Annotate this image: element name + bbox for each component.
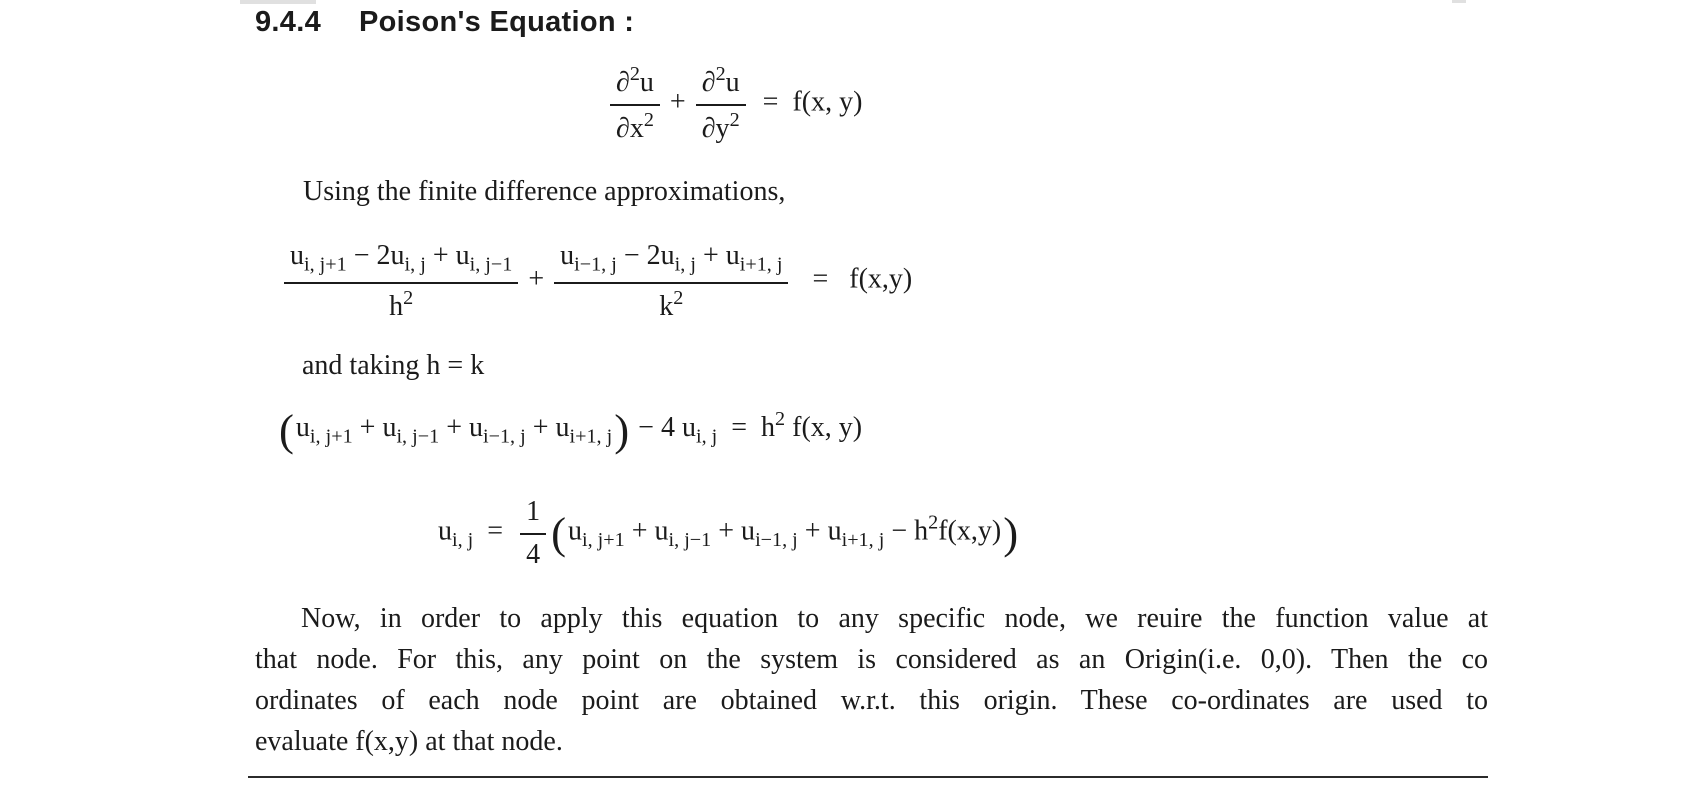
subscript: i−1, j <box>574 253 617 276</box>
math-text: + u <box>711 515 756 547</box>
fraction-denominator <box>610 106 660 146</box>
equation-poisson <box>607 62 862 146</box>
bottom-divider <box>248 776 1488 778</box>
math-text: + u <box>425 240 470 271</box>
section-title: Poison's Equation : <box>359 6 635 38</box>
math-text: + <box>662 86 693 118</box>
math-text: f(x, y) <box>792 86 863 118</box>
superscript: 2 <box>403 286 414 309</box>
math-text: − h <box>884 515 929 547</box>
equation-solved <box>438 494 1020 572</box>
math-text: f(x,y) <box>849 263 913 295</box>
math-text: + u <box>797 515 842 547</box>
big-paren-icon: ) <box>614 405 630 456</box>
big-paren-icon: ( <box>279 405 294 456</box>
superscript: 2 <box>775 408 786 430</box>
subscript: i, j <box>695 425 718 448</box>
equation-combined <box>277 405 863 456</box>
math-text: = <box>748 86 793 118</box>
math-text: ∂ <box>616 67 630 99</box>
fraction <box>696 62 746 146</box>
math-text: 4 <box>526 539 541 570</box>
fraction-denominator <box>520 535 546 572</box>
fraction-numerator <box>520 494 546 535</box>
math-text: f(x, y) <box>785 412 863 444</box>
math-text: − 2u <box>616 240 675 271</box>
subscript: i−1, j <box>755 528 798 551</box>
math-text: ∂ <box>701 67 716 99</box>
math-text: u <box>639 67 654 99</box>
paragraph-line: ordinates of each node point are obtained w.r.t. this origin. These co-ordinates are used to <box>255 685 1488 716</box>
scan-artifact <box>1452 0 1466 3</box>
math-text: ∂x <box>616 113 644 145</box>
subscript: i, j <box>404 253 426 276</box>
subscript: i, j+1 <box>582 528 625 551</box>
subscript: i, j+1 <box>304 253 347 276</box>
math-text: + <box>521 263 552 295</box>
body-paragraph <box>255 598 1488 762</box>
math-text: u <box>290 240 304 271</box>
math-text: u <box>295 412 310 444</box>
math-text: + u <box>525 412 570 444</box>
subscript: i, j−1 <box>469 253 513 276</box>
superscript: 2 <box>643 109 654 132</box>
text-taking-line: and taking h = k <box>302 350 485 381</box>
scan-artifact <box>240 0 316 4</box>
big-paren-icon: ( <box>551 508 566 559</box>
section-heading <box>255 6 634 39</box>
subscript: i, j <box>452 528 474 551</box>
superscript: 2 <box>928 511 939 534</box>
math-text: k <box>659 290 674 322</box>
paragraph-line: evaluate f(x,y) at that node. <box>255 726 563 757</box>
superscript: 2 <box>629 63 640 85</box>
subscript: i, j+1 <box>309 425 353 448</box>
math-text: h <box>389 290 404 322</box>
subscript: i+1, j <box>569 425 613 448</box>
fraction-numerator <box>696 62 746 106</box>
subscript: i, j−1 <box>668 528 712 551</box>
superscript: 2 <box>715 63 726 85</box>
fraction-denominator <box>284 284 518 324</box>
subscript: i−1, j <box>482 425 526 448</box>
math-text: u <box>438 515 452 547</box>
subscript: i+1, j <box>739 253 783 276</box>
math-text: f(x,y) <box>938 515 1002 547</box>
math-text: u <box>725 67 740 99</box>
paragraph-line: that node. For this, any point on the system is considered as an Origin(i.e. 0,0). Then the co <box>255 644 1488 675</box>
math-text: 1 <box>526 496 541 527</box>
superscript: 2 <box>673 286 684 309</box>
math-text: + u <box>695 240 740 271</box>
paragraph-line: Now, in order to apply this equation to any specific node, we reuire the function value at <box>301 603 1488 634</box>
fraction-denominator <box>554 284 788 324</box>
subscript: i, j <box>674 253 696 276</box>
section-number: 9.4.4 <box>255 6 321 38</box>
math-text: + u <box>439 412 483 444</box>
fraction <box>284 238 518 324</box>
math-text: = h <box>717 412 776 444</box>
math-text: = <box>791 263 850 295</box>
fraction <box>520 494 546 572</box>
math-text: u <box>560 240 575 271</box>
math-text: + u <box>352 412 397 444</box>
math-text: + u <box>624 515 669 547</box>
fraction-numerator <box>554 238 788 284</box>
fraction <box>554 238 788 324</box>
math-text: ∂y <box>701 113 730 145</box>
fraction-numerator <box>284 238 518 284</box>
subscript: i, j−1 <box>396 425 440 448</box>
math-text: u <box>568 515 582 547</box>
fraction-numerator <box>610 62 660 106</box>
math-text: = <box>473 515 518 547</box>
text-using-line: Using the finite difference approximations, <box>303 176 786 207</box>
math-text: − 2u <box>346 240 405 271</box>
subscript: i+1, j <box>841 528 885 551</box>
equation-finite-difference <box>281 238 912 324</box>
math-text: − 4 u <box>631 412 696 444</box>
fraction-denominator <box>696 106 746 146</box>
big-paren-icon: ) <box>1003 508 1019 559</box>
superscript: 2 <box>729 109 740 132</box>
fraction <box>610 62 660 146</box>
